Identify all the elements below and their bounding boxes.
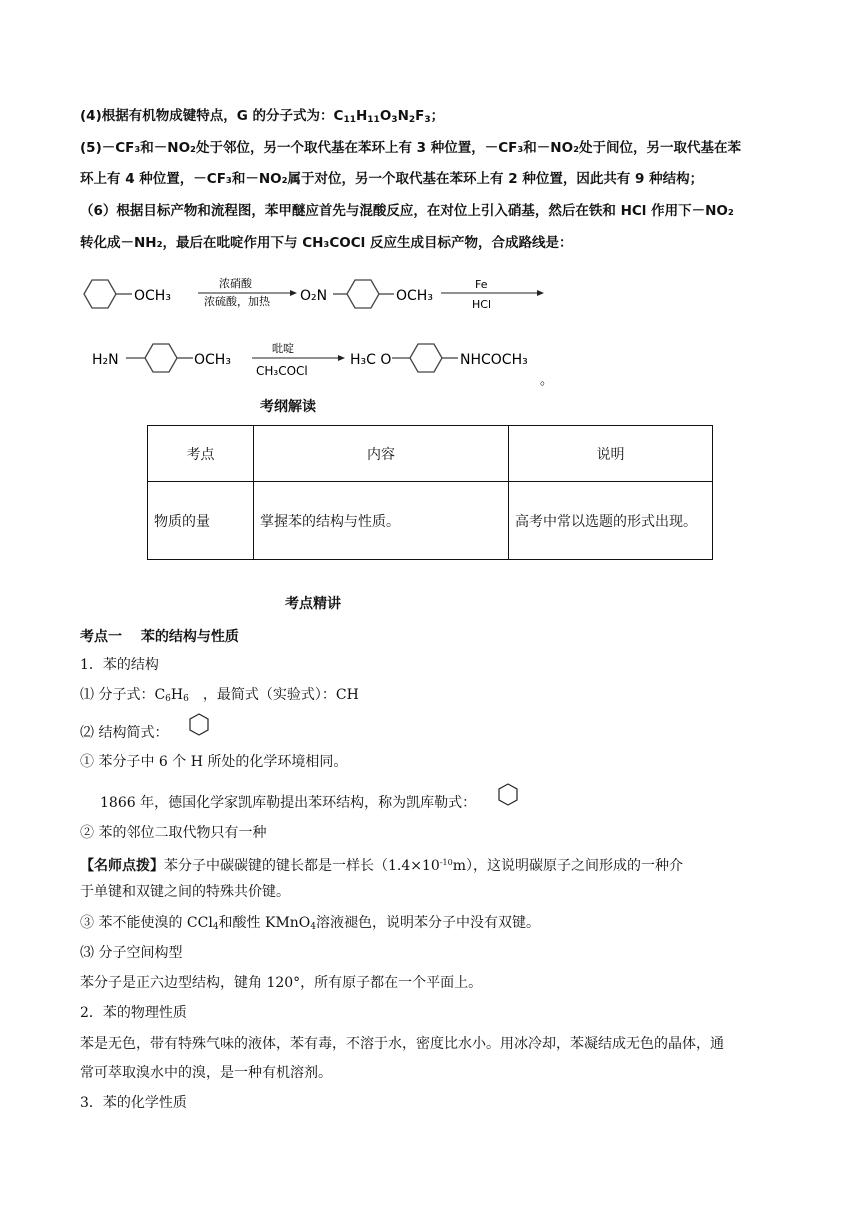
kekule-text: 1866 年，德国化学家凯库勒提出苯环结构，称为凯库勒式： [100, 795, 477, 811]
cell-neirong: 掌握苯的结构与性质。 [254, 482, 509, 560]
teacher-tip: 【名师点拨】苯分子中碳碳键的键长都是一样长$(1.4\times 10^{-10}m)$，这说明碳原子之间形成的一种介 [80, 858, 683, 874]
scheme-end-mark: 。 [540, 373, 554, 388]
answer-6-line1: （6）根据目标产物和流程图，苯甲醚应首先与混酸反应，在对位上引入硝基，然后在铁和 HCl 作用下－NO₂ [80, 203, 734, 219]
benzene-hexagon-icon [187, 712, 211, 738]
och3-label-3: OCH₃ [194, 352, 231, 368]
structural-formula: ⑵ 结构简式： [80, 725, 169, 741]
och3-label-2: OCH₃ [396, 288, 433, 304]
h3co-label: H₃C O [350, 352, 392, 368]
point-1: ① 苯分子中 6 个 H 所处的化学环境相同。 [80, 754, 348, 770]
physical-properties-line2: 常可萃取溴水中的溴，是一种有机溶剂。 [80, 1065, 332, 1081]
spatial-configuration-text: 苯分子是正六边型结构，键角 120°，所有原子都在一个平面上。 [80, 975, 483, 991]
subsection-2: 2．苯的物理性质 [80, 1005, 187, 1021]
table-row [148, 482, 713, 560]
kekule-hexagon-icon [496, 782, 520, 808]
synthesis-scheme [0, 262, 860, 392]
outline-table [147, 425, 713, 560]
lecture-title: 考点精讲 [285, 596, 341, 612]
cell-kaodian: 物质的量 [148, 482, 254, 560]
section-heading: 考点一 苯的结构与性质 [80, 629, 239, 645]
molecular-formula: ⑴ 分子式：$C_6H_6$ ，最简式（实验式）：CH [80, 687, 359, 704]
header-shuoming: 说明 [509, 426, 713, 482]
benzene-ring-4 [410, 344, 442, 372]
reagent-1-top: 浓硝酸 [219, 277, 252, 290]
och3-label-1: OCH₃ [134, 288, 171, 304]
header-neirong: 内容 [254, 426, 509, 482]
header-kaodian: 考点 [148, 426, 254, 482]
physical-properties-line1: 苯是无色，带有特殊气味的液体，苯有毒，不溶于水，密度比水小。用冰冷却，苯凝结成无色的晶体，通 [80, 1036, 724, 1052]
cell-shuoming: 高考中常以选题的形式出现。 [509, 482, 713, 560]
benzene-ring-2 [347, 280, 379, 308]
o2n-label: O₂N [300, 288, 328, 304]
subsection-1: 1．苯的结构 [80, 657, 159, 673]
point-3: ③ 苯不能使溴的 CCl$_4$和酸性 KMnO$_4$溶液褪色，说明苯分子中没有双键。 [80, 915, 541, 932]
nhcoch3-label: NHCOCH₃ [460, 352, 528, 368]
answer-5-line2: 环上有 4 种位置，－CF₃和－NO₂属于对位，另一个取代基在苯环上有 2 种位置，因此共有 9 种结构； [80, 171, 704, 187]
spatial-configuration: ⑶ 分子空间构型 [80, 945, 183, 961]
reagent-1-bottom: 浓硫酸，加热 [204, 295, 270, 308]
teacher-tip-line2: 于单键和双键之间的特殊共价键。 [80, 884, 290, 900]
reagent-2-top: Fe [475, 278, 488, 291]
benzene-ring-1 [84, 280, 116, 308]
h2n-label: H₂N [92, 352, 119, 368]
subsection-3: 3．苯的化学性质 [80, 1095, 187, 1111]
table-header-row [148, 426, 713, 482]
answer-6-line2: 转化成－NH₂，最后在吡啶作用下与 CH₃COCl 反应生成目标产物，合成路线是： [80, 235, 573, 251]
reagent-2-bottom: HCl [472, 298, 492, 311]
point-2: ② 苯的邻位二取代物只有一种 [80, 825, 267, 841]
outline-title: 考纲解读 [260, 399, 316, 415]
answer-5-line1: (5)－CF₃和－NO₂处于邻位，另一个取代基在苯环上有 3 种位置，－CF₃和－NO₂处于间位，另一取代基在苯 [80, 140, 741, 156]
benzene-ring-3 [145, 344, 177, 372]
reagent-3-bottom: CH₃COCl [256, 364, 308, 378]
reagent-3-top: 吡啶 [272, 342, 294, 355]
formula-g: $C_{11}H_{11}O_3N_2F_3$； [333, 108, 445, 125]
answer-4: (4)根据有机物成键特点，G 的分子式为：$C_{11}H_{11}O_3N_2F_3$； [80, 108, 445, 125]
